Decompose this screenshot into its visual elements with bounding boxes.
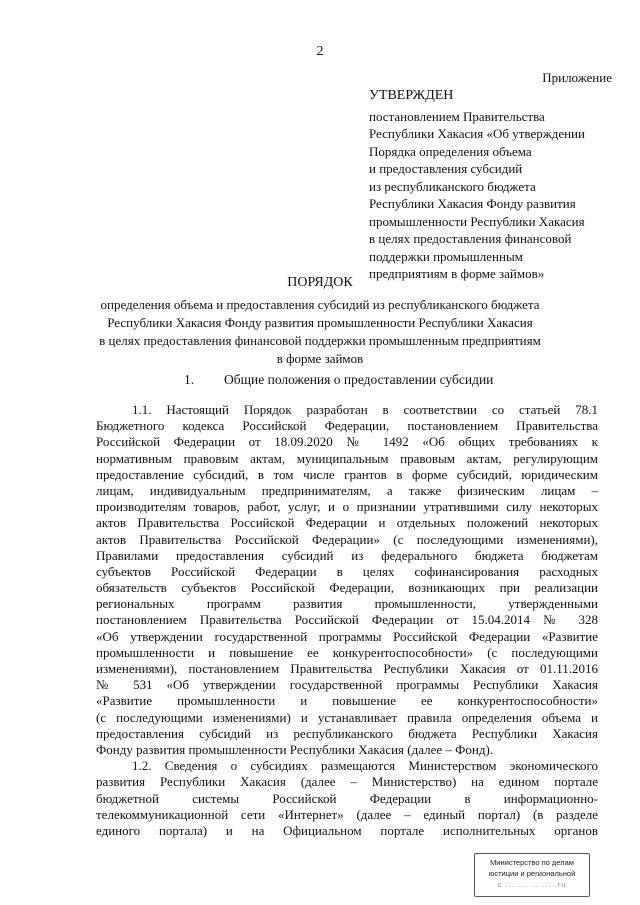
paragraph-1-line: «Об утверждении государственной программы Российской Федерации «Развитие — [96, 628, 598, 644]
approval-line: в целях предоставления финансовой — [369, 231, 572, 246]
document-title — [0, 274, 640, 368]
paragraph-1-line: обязательств субъектов Российской Федерации, возникающих при реализации — [96, 580, 598, 596]
section-number: 1. — [184, 372, 195, 387]
body-text — [96, 402, 598, 839]
ministry-stamp — [474, 853, 590, 897]
paragraph-1-line: региональных программ развития промышленности, утвержденными — [96, 596, 598, 612]
paragraph-1-line: Российской Федерации от 18.09.2020 № 1492 «Об общих требованиях к — [96, 434, 598, 450]
paragraph-1-line: (с последующими изменениями) и устанавливает правила определения объема и — [96, 709, 598, 725]
approval-line: постановлением Правительства — [369, 108, 545, 124]
paragraph-1-line: Бюджетного кодекса Российской Федерации, постановлением Правительства — [96, 418, 598, 434]
paragraph-1-line: лицам, индивидуальным предпринимателям, а также физическим лицам – — [96, 482, 598, 498]
paragraph-1-line: 1.1. Настоящий Порядок разработан в соответствии со статьей 78.1 — [132, 402, 598, 417]
title-line: в целях предоставления финансовой поддержки промышленным предприятиям — [99, 333, 541, 348]
title-line: в форме займов — [276, 351, 364, 366]
approval-heading: УТВЕРЖДЕН — [369, 88, 454, 103]
paragraph-1-line: предоставления субсидий из республиканского бюджета Республики Хакасия — [96, 725, 598, 741]
approval-line: промышленности Республики Хакасия — [369, 213, 585, 229]
approval-block — [369, 87, 619, 283]
paragraph-2-line: телекоммуникационной сети «Интернет» (далее – единый портал) (в разделе — [96, 806, 598, 822]
title-line: определения объема и предоставления субсидий из республиканского бюджета — [100, 297, 540, 312]
approval-line: Порядка определения объема — [369, 143, 532, 159]
page-number: 2 — [316, 44, 324, 59]
paragraph-1-line: предоставление субсидий, в том числе грантов в форме субсидий, юридическим — [96, 466, 598, 482]
appendix-label: Приложение — [542, 70, 612, 85]
title-main: ПОРЯДОК — [287, 275, 353, 290]
stamp-line: Министерство по делам — [490, 858, 574, 867]
paragraph-2-line: единого портала) и на Официальном портале исполнительных органов — [96, 822, 598, 838]
approval-line: поддержки промышленным — [369, 248, 523, 264]
section-heading — [184, 372, 493, 388]
approval-line: из республиканского бюджета — [369, 178, 536, 194]
paragraph-2-line: бюджетной системы Российской Федерации в информационно- — [96, 790, 598, 806]
section-title: Общие положения о предоставлении субсидии — [224, 372, 494, 387]
paragraph-1-line: актов Правительства Российской Федерации» (с последующими изменениями), — [96, 531, 598, 547]
paragraph-2-line: развития Республики Хакасия (далее – Министерство) на едином портале — [96, 774, 598, 790]
paragraph-1-line: актов Правительства Российской Федерации и отдельных положений некоторых — [96, 515, 598, 531]
approval-line: Республики Хакасия Фонду развития — [369, 196, 576, 211]
paragraph-1-line: промышленности и повышение ее конкурентоспособности» (с последующими — [96, 644, 598, 660]
paragraph-1-line: изменениями), постановлением Правительства Республики Хакасия от 01.11.2016 — [96, 661, 598, 676]
approval-line: Республики Хакасия «Об утверждении — [369, 126, 585, 141]
paragraph-1-line: постановлением Правительства Российской Федерации от 15.04.2014 № 328 — [96, 612, 598, 628]
stamp-line: юстиции и региональной — [488, 869, 576, 878]
paragraph-1-line: «Развитие промышленности и повышение ее конкурентоспособности» — [96, 693, 598, 709]
approval-line: предприятиям в форме займов» — [369, 266, 545, 281]
paragraph-2-line: 1.2. Сведения о субсидиях размещаются Министерством экономического — [132, 758, 598, 774]
paragraph-1-line: Фонду развития промышленности Республики Хакасия (далее – Фонд). — [96, 741, 494, 757]
approval-line: и предоставления субсидий — [369, 161, 523, 176]
paragraph-1-line: № 531 «Об утверждении государственной программы Республики Хакасия — [96, 677, 598, 693]
paragraph-1-line: Правилами предоставления субсидий из федерального бюджета бюджетам — [96, 547, 598, 563]
paragraph-1-line: производителям товаров, работ, услуг, и о признании утратившими силу некоторых — [96, 499, 598, 515]
stamp-line: с ... ... ... ... .ru — [497, 880, 567, 889]
paragraph-1-line: нормативным правовым актам, муниципальным правовым актам, регулирующим — [96, 450, 598, 466]
title-line: Республики Хакасия Фонду развития промышленности Республики Хакасия — [107, 315, 533, 330]
paragraph-1-line: субъектов Российской Федерации в целях софинансирования расходных — [96, 563, 598, 579]
